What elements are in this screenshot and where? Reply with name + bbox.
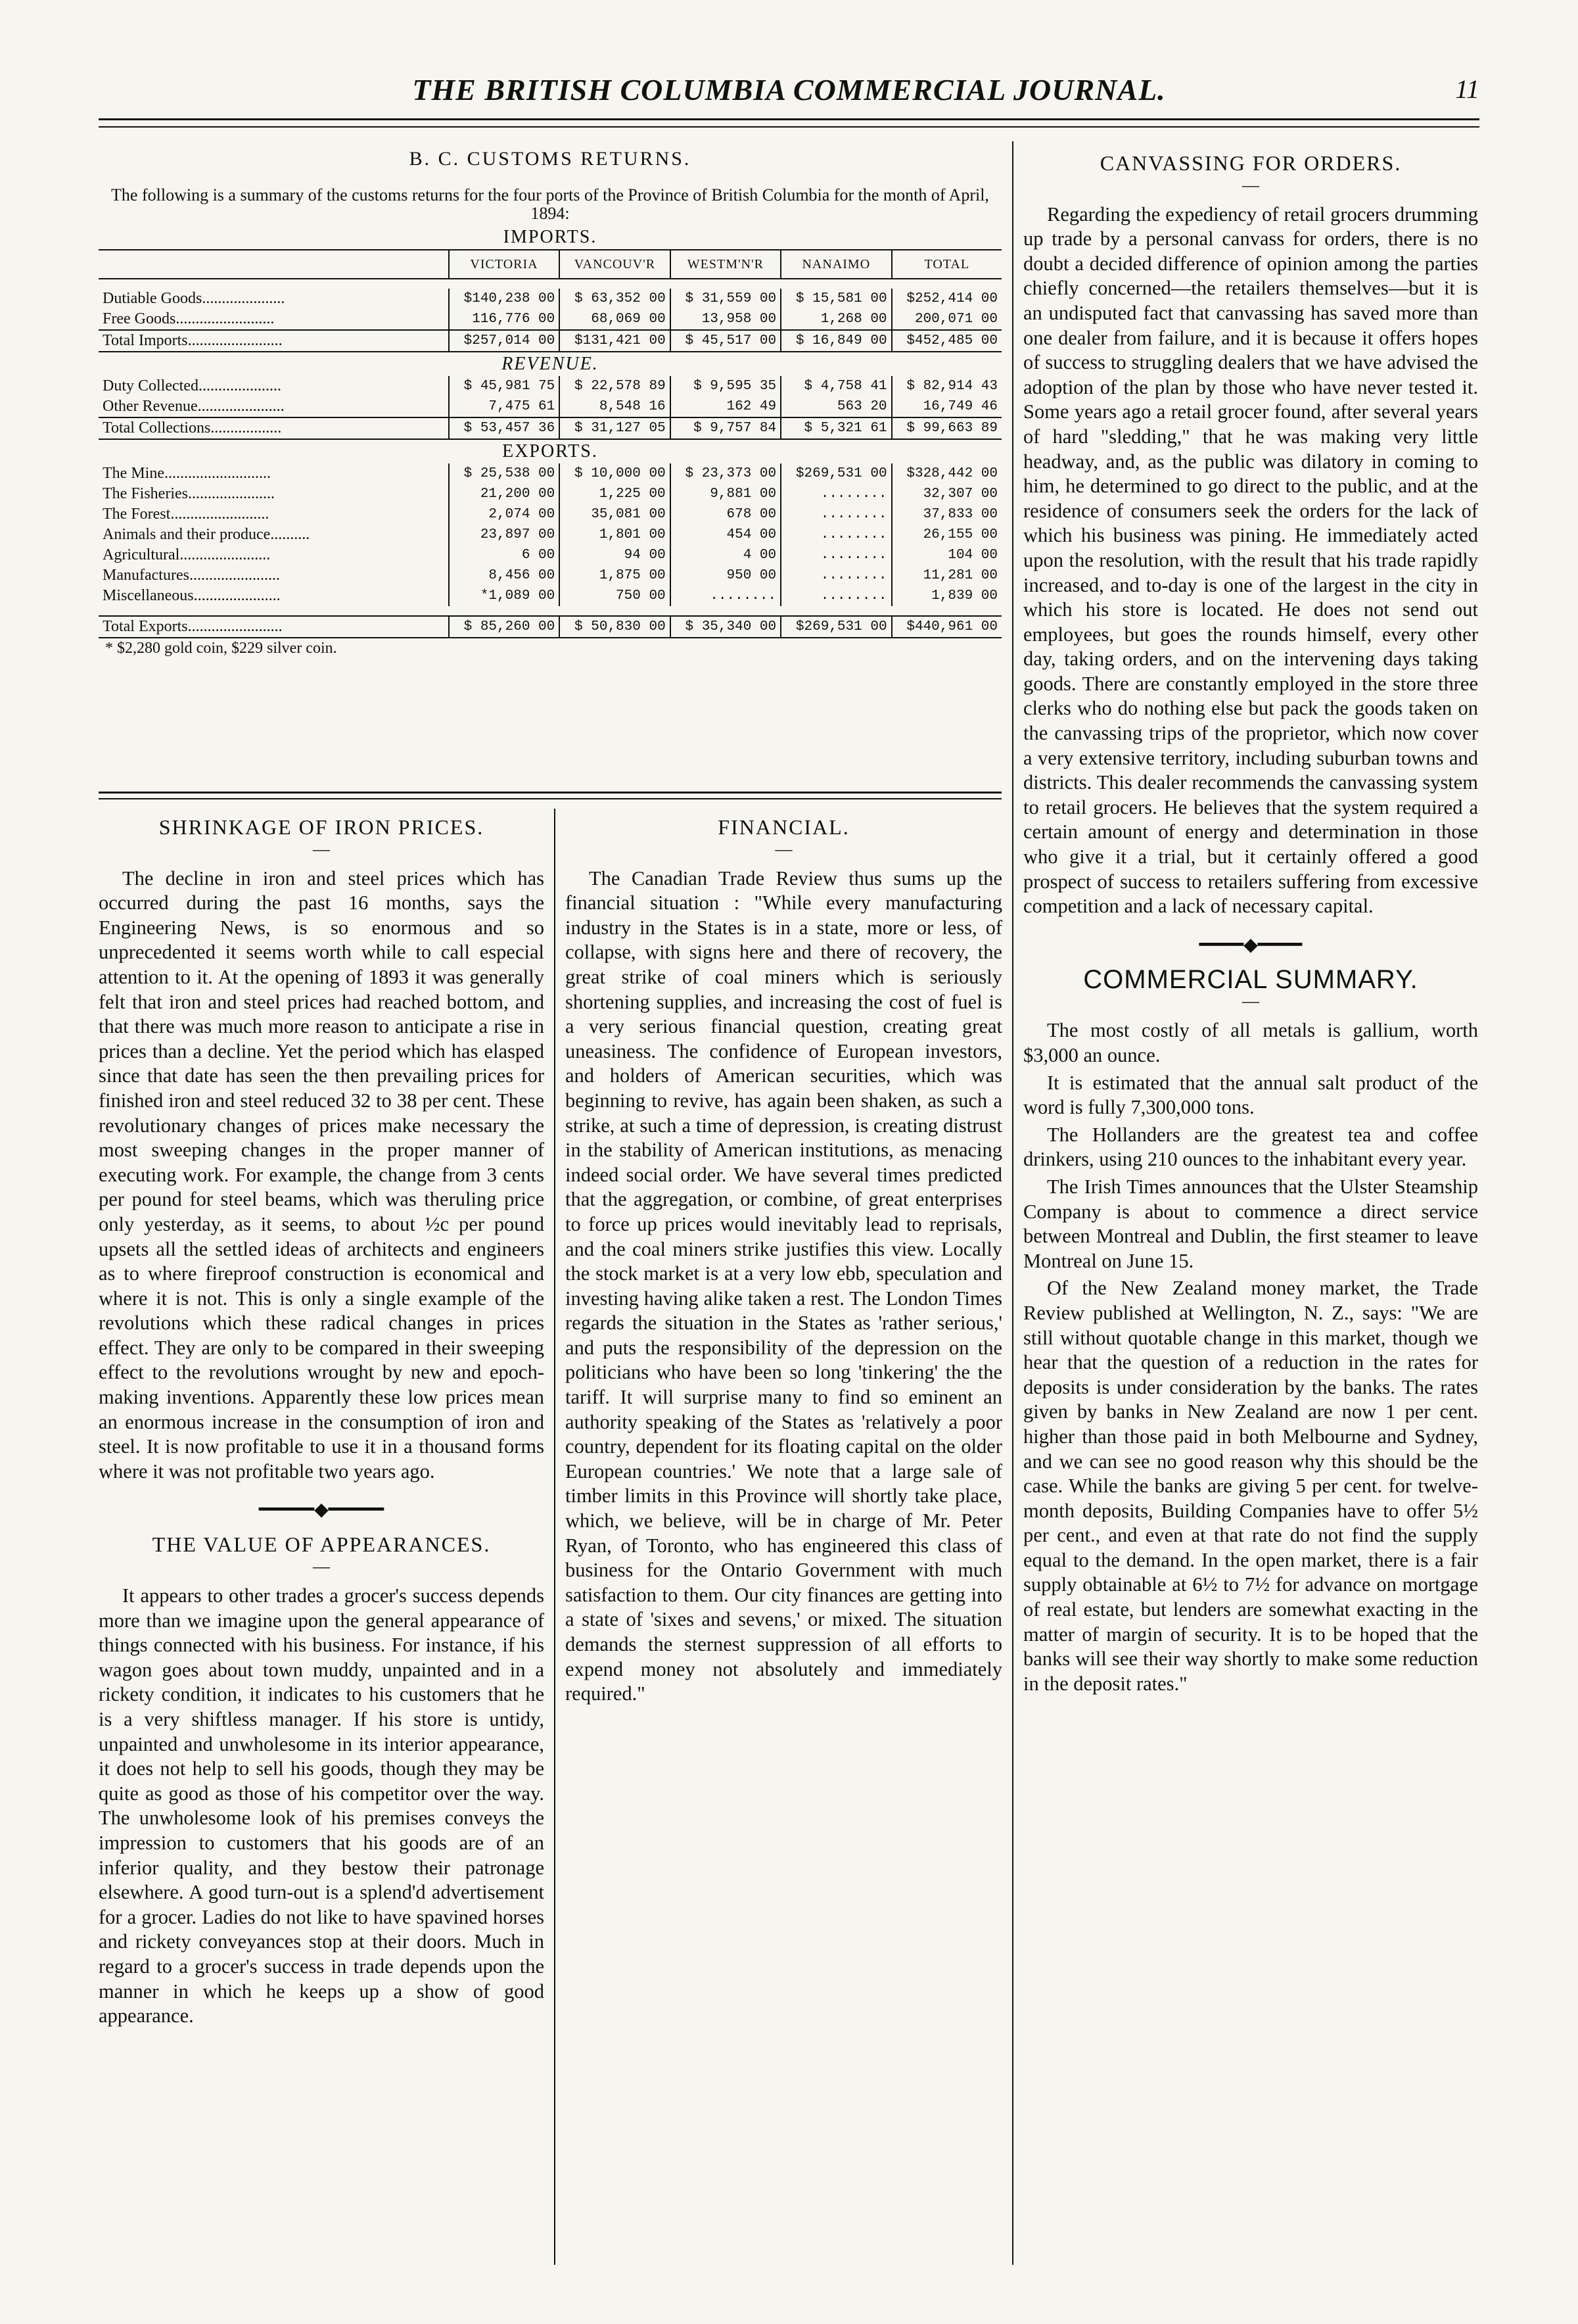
table-row: [99, 586, 1002, 606]
row-label: Miscellaneous......................: [103, 587, 281, 604]
column-header: WESTM'N'R: [670, 250, 781, 279]
cell: 200,071 00: [892, 309, 1002, 330]
cell: $ 82,914 43: [892, 376, 1002, 396]
column-rule-right: [1012, 141, 1013, 2265]
row-label: The Fisheries......................: [103, 485, 275, 502]
cell: 750 00: [559, 586, 670, 606]
heading-dash: —: [313, 1557, 330, 1577]
cell: $ 22,578 89: [559, 376, 670, 396]
table-row: [99, 484, 1002, 504]
middle-column: [565, 815, 1002, 1709]
row-label: Total Imports........................: [99, 330, 449, 352]
exports-heading: EXPORTS.: [502, 441, 598, 462]
running-head: [99, 72, 1479, 118]
cell: $140,238 00: [449, 289, 559, 309]
cell: 21,200 00: [449, 484, 559, 504]
table-row: [99, 309, 1002, 330]
cell: $ 85,260 00: [449, 616, 559, 638]
cell: 563 20: [781, 396, 891, 417]
appearances-heading: THE VALUE OF APPEARANCES.: [152, 1532, 491, 1557]
cell: $ 15,581 00: [781, 289, 891, 309]
cell: 678 00: [670, 504, 781, 525]
cell: $131,421 00: [559, 330, 670, 352]
cell: 2,074 00: [449, 504, 559, 525]
cell: $252,414 00: [892, 289, 1002, 309]
cell: 68,069 00: [559, 309, 670, 330]
cell: ........: [781, 586, 891, 606]
table-bottom-rule-lower: [99, 798, 1002, 799]
cell: 26,155 00: [892, 525, 1002, 545]
appearances-paragraph: It appears to other trades a grocer's success depends more than we imagine upon the general appearance of things connected with his business. For instance, if his wagon goes about town muddy, unpainted and in a rickety condition, it indicates to his customers that he is a very shiftless manager. If his store is untidy, unpainted and unwholesome in its interior appearance, it does not help to sell his goods, though they may be quite as good as those of his competitor over the way. The unwholesome look of his premises conveys the impression to customers that his goods are of an inferior quality, and they bestow their patronage elsewhere. A good turn-out is a splend'd advertisement for a grocer. Ladies do not like to have spavined horses and rickety conveyances stop at their doors. Much in regard to a grocer's success in trade depends upon the manner in which he keeps up a show of good appearance.: [99, 1584, 544, 2028]
journal-title: THE BRITISH COLUMBIA COMMERCIAL JOURNAL.: [412, 73, 1166, 107]
heading-dash: —: [775, 839, 793, 859]
row-label: Animals and their produce..........: [103, 526, 310, 543]
heading-dash: —: [1242, 175, 1259, 195]
cell: $ 9,595 35: [670, 376, 781, 396]
table-row: [99, 525, 1002, 545]
cell: ........: [670, 586, 781, 606]
row-label: Other Revenue......................: [103, 398, 285, 415]
table-row: [99, 545, 1002, 565]
table-row: [99, 376, 1002, 396]
cell: 7,475 61: [449, 396, 559, 417]
cell: 1,268 00: [781, 309, 891, 330]
cell: $452,485 00: [892, 330, 1002, 352]
cell: ........: [781, 545, 891, 565]
exports-footnote: * $2,280 gold coin, $229 silver coin.: [105, 640, 337, 657]
cell: ........: [781, 525, 891, 545]
header-rule: [99, 118, 1479, 120]
canvassing-heading: CANVASSING FOR ORDERS.: [1100, 151, 1402, 175]
cell: 4 00: [670, 545, 781, 565]
cell: $ 50,830 00: [559, 616, 670, 638]
total-row: [99, 330, 1002, 352]
section-ornament: ━━━━━◆━━━━━: [258, 1500, 384, 1521]
commercial-item: The Irish Times announces that the Ulster Steamship Company is about to commence a direct service between Montreal and Dublin, the first steamer to leave Montreal on June 15.: [1023, 1175, 1478, 1272]
cell: 162 49: [670, 396, 781, 417]
row-label: The Forest.........................: [103, 506, 269, 523]
column-header: NANAIMO: [781, 250, 891, 279]
cell: 6 00: [449, 545, 559, 565]
cell: $ 31,127 05: [559, 417, 670, 439]
commercial-item: Of the New Zealand money market, the Trade Review published at Wellington, N. Z., says: "We are still without quotable change in this market, though we hear that the question of a reduction in the rates for deposits is under consideration by the banks. The rates given by banks in New Zealand are now 1 per cent. higher than those paid in both Melbourne and Sydney, and we can see no good reason why this should be the case. While the banks are giving 5 per cent. for twelve-month deposits, Building Companies have to offer 5½ per cent., and even at that rate do not find the supply equal to the demand. In the open market, there is a fair supply obtainable at 6½ to 7½ for advance on mortgage of real estate, but lenders are somewhat exacting in the matter of margin of security. It is to be hoped that the banks will see their way shortly to make some reduction in the deposit rates.": [1023, 1277, 1478, 1695]
cell: ........: [781, 484, 891, 504]
column-header: VANCOUV'R: [559, 250, 670, 279]
cell: $269,531 00: [781, 616, 891, 638]
right-column: [1023, 151, 1478, 1699]
cell: 94 00: [559, 545, 670, 565]
cell: 1,225 00: [559, 484, 670, 504]
imports-heading: IMPORTS.: [503, 227, 597, 247]
cell: 37,833 00: [892, 504, 1002, 525]
cell: $ 99,663 89: [892, 417, 1002, 439]
cell: 11,281 00: [892, 565, 1002, 586]
cell: 8,456 00: [449, 565, 559, 586]
cell: 23,897 00: [449, 525, 559, 545]
heading-dash: —: [313, 839, 330, 859]
section-ornament: ━━━━◆━━━━: [1199, 934, 1303, 955]
commercial-item: The most costly of all metals is gallium, worth $3,000 an ounce.: [1023, 1019, 1478, 1066]
row-label: Manufactures.......................: [103, 567, 280, 584]
row-label: The Mine...........................: [103, 465, 271, 482]
cell: 16,749 46: [892, 396, 1002, 417]
cell: 104 00: [892, 545, 1002, 565]
page-number: 11: [1454, 74, 1479, 104]
cell: $328,442 00: [892, 463, 1002, 484]
cell: ........: [781, 565, 891, 586]
cell: 116,776 00: [449, 309, 559, 330]
customs-intro: The following is a summary of the customs returns for the four ports of the Province of British Columbia for the month of April, 1894:: [111, 185, 989, 223]
cell: 35,081 00: [559, 504, 670, 525]
cell: $ 10,000 00: [559, 463, 670, 484]
cell: $ 25,538 00: [449, 463, 559, 484]
left-column: [99, 815, 544, 2031]
cell: $440,961 00: [892, 616, 1002, 638]
cell: *1,089 00: [449, 586, 559, 606]
row-label: Agricultural.......................: [103, 546, 271, 563]
cell: $ 31,559 00: [670, 289, 781, 309]
table-row: [99, 396, 1002, 417]
commercial-heading: COMMERCIAL SUMMARY.: [1083, 964, 1418, 994]
row-label: Dutiable Goods.....................: [103, 290, 285, 307]
financial-heading: FINANCIAL.: [718, 815, 850, 839]
cell: $269,531 00: [781, 463, 891, 484]
table-bottom-rule: [99, 792, 1002, 794]
cell: 13,958 00: [670, 309, 781, 330]
revenue-heading: REVENUE.: [501, 354, 599, 374]
customs-title: B. C. CUSTOMS RETURNS.: [409, 148, 691, 170]
shrinkage-heading: SHRINKAGE OF IRON PRICES.: [158, 815, 484, 839]
commercial-item: It is estimated that the annual salt product of the word is fully 7,300,000 tons.: [1023, 1071, 1478, 1119]
table-row: [99, 504, 1002, 525]
cell: 1,875 00: [559, 565, 670, 586]
total-row: [99, 417, 1002, 439]
cell: $ 53,457 36: [449, 417, 559, 439]
row-label: Free Goods.........................: [103, 310, 275, 327]
cell: 454 00: [670, 525, 781, 545]
total-row: [99, 616, 1002, 638]
financial-paragraph: The Canadian Trade Review thus sums up the financial situation : "While every manufacturing industry in the States is in a state, more or less, of collapse, with signs here and there of recovery, the great strike of coal miners which is seriously shortening supplies, and increasing the cost of fuel is a very serious financial question, creating great uneasiness. The confidence of European investors, and holders of American securities, which was beginning to revive, has again been shaken, as such a strike, at such a time of depression, is creating distrust in the stability of American institutions, as menacing indeed social order. We have several times predicted that the aggregation, or combine, of great enterprises to force up prices would inevitably lead to reprisals, and the coal miners strike justifies this view. Locally the stock market is at a very low ebb, speculation and investing having alike taken a rest. The London Times regards the situation in the States as 'rather serious,' and puts the responsibility of the depression on the politicians who have been so long 'tinkering' the the tariff. It will surprise many to find so eminent an authority speaking of the States as 'relatively a poor country, dependent for its floating capital on the older European countries.' We note that a large sale of timber limits in this Province will shortly take place, which, we believe, will be in charge of Mr. Peter Ryan, of Toronto, who has engineered this class of business for the Ontario Government with much satisfaction to them. Our city finances are getting into a state of 'sixes and sevens,' or mixed. The situation demands the sternest suppression of all efforts to expend money not absolutely and immediately required.": [565, 866, 1002, 1705]
column-header-label: [99, 250, 449, 279]
row-label: Total Collections..................: [99, 417, 449, 439]
table-row: [99, 463, 1002, 484]
cell: ........: [781, 504, 891, 525]
cell: $ 45,981 75: [449, 376, 559, 396]
row-label: Duty Collected.....................: [103, 377, 281, 394]
cell: $ 16,849 00: [781, 330, 891, 352]
column-header: VICTORIA: [449, 250, 559, 279]
cell: $ 4,758 41: [781, 376, 891, 396]
table-row: [99, 565, 1002, 586]
heading-dash: —: [1242, 991, 1259, 1011]
table-header-row: [99, 250, 1002, 279]
canvassing-paragraph: Regarding the expediency of retail grocers drumming up trade by a personal canvass for orders, there is no doubt a decided difference of opinion among the parties chiefly concerned—the retailers themselves—but it is an undisputed fact that canvassing has saved more than one dealer from failure, and it is because it offers hopes of success to struggling dealers that we have advised the adoption of the plan by those who have never tested it. Some years ago a retail grocer found, after several years of hard "sledding," that he was making very little headway, and, as the public was dilatory in coming to him, he determined to go direct to the public, and at the residence of consumers seek the orders for the lack of which his business was pining. He immediately acted upon the resolution, with the result that his trade rapidly increased, and to-day is one of the largest in the city in which his store is located. He does not send out employees, but goes the rounds himself, every other day, taking orders, and on the intervening days taking goods. There are constantly employed in the store three clerks who do nothing else but pack the goods taken on the canvassing trips of the proprietor, which now cover a very extensive territory, including suburban towns and districts. This dealer recommends the canvassing system to retail grocers. He believes that the system required a certain amount of energy and determination in those who give it a trial, but it certainly offered a good prospect of success to retailers suffering from excessive competition and a lack of necessary capital.: [1023, 202, 1478, 918]
table-row: [99, 289, 1002, 309]
cell: 9,881 00: [670, 484, 781, 504]
cell: 8,548 16: [559, 396, 670, 417]
customs-table: [99, 249, 1002, 638]
cell: 32,307 00: [892, 484, 1002, 504]
column-header: TOTAL: [892, 250, 1002, 279]
cell: $257,014 00: [449, 330, 559, 352]
cell: $ 45,517 00: [670, 330, 781, 352]
cell: $ 35,340 00: [670, 616, 781, 638]
shrinkage-paragraph: The decline in iron and steel prices which has occurred during the past 16 months, says the Engineering News, is so enormous and so unprecedented it seems worth while to call especial attention to it. At the opening of 1893 it was generally felt that iron and steel prices had reached bottom, and that there was much more reason to anticipate a rise in prices than a decline. Yet the period which has elasped since that date has seen the then prevailing prices for finished iron and steel reduced 32 to 38 per cent. These revolutionary changes of prices make necessary the most sweeping changes in the proper manner of executing work. For example, the change from 3 cents per pound for steel beams, which was theruling price only yesterday, as it seems, to about ½c per pound upsets all the settled ideas of architects and engineers as to where fireproof construction is economical and where it is not. This is only a single example of the revolutions which these radical changes in prices effect. They are only to be compared in their sweeping effect to the revolutions wrought by new and epoch-making inventions. Apparently these low prices mean an enormous increase in the consumption of iron and steel. It is now profitable to use it in a thousand forms where it was not profitable two years ago.: [99, 866, 544, 1482]
column-rule-middle: [554, 809, 555, 2265]
cell: $ 63,352 00: [559, 289, 670, 309]
customs-returns: [99, 148, 1002, 657]
cell: $ 5,321 61: [781, 417, 891, 439]
cell: 1,839 00: [892, 586, 1002, 606]
cell: $ 23,373 00: [670, 463, 781, 484]
commercial-item: The Hollanders are the greatest tea and coffee drinkers, using 210 ounces to the inhabitant every year.: [1023, 1123, 1478, 1171]
cell: 1,801 00: [559, 525, 670, 545]
header-rule-lower: [99, 126, 1479, 128]
row-label: Total Exports........................: [99, 616, 449, 638]
cell: $ 9,757 84: [670, 417, 781, 439]
cell: 950 00: [670, 565, 781, 586]
